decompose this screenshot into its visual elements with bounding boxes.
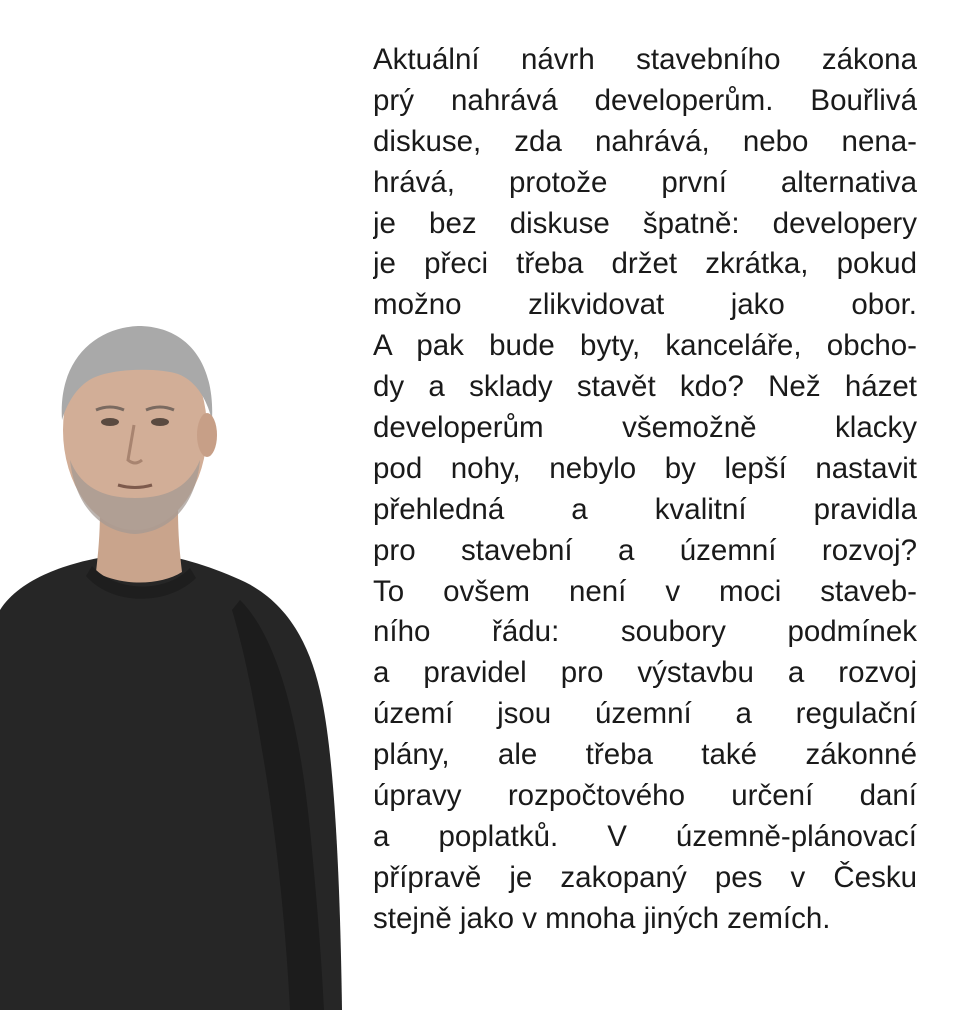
text-line: přehledná a kvalitní pravidla bbox=[373, 492, 917, 526]
text-line: a poplatků. V územně-plánovací bbox=[373, 819, 917, 853]
text-line: pod nohy, nebylo by lepší nastavit bbox=[373, 451, 917, 485]
text-line: možno zlikvidovat jako obor. bbox=[373, 288, 917, 322]
text-line: plány, ale třeba také zákonné bbox=[373, 738, 917, 772]
text-line: přípravě je zakopaný pes v Česku bbox=[373, 860, 917, 894]
text-line: území jsou územní a regulační bbox=[373, 697, 917, 731]
text-line: úpravy rozpočtového určení daní bbox=[373, 779, 917, 813]
text-line: pro stavební a územní rozvoj? bbox=[373, 533, 917, 567]
text-line: Aktuální návrh stavebního zákona bbox=[373, 43, 917, 76]
text-line: diskuse, zda nahrává, nebo nena- bbox=[373, 124, 917, 158]
text-line: A pak bude byty, kanceláře, obcho- bbox=[373, 329, 917, 363]
portrait-photo bbox=[0, 310, 350, 1010]
text-line: je přeci třeba držet zkrátka, pokud bbox=[373, 247, 917, 281]
text-line: dy a sklady stavět kdo? Než házet bbox=[373, 370, 917, 404]
text-line: je bez diskuse špatně: developery bbox=[373, 206, 917, 240]
text-line: To ovšem není v moci staveb- bbox=[373, 574, 917, 608]
text-line: developerům všemožně klacky bbox=[373, 411, 917, 445]
text-line: prý nahrává developerům. Bouřlivá bbox=[373, 83, 917, 117]
text-line: a pravidel pro výstavbu a rozvoj bbox=[373, 656, 917, 690]
article-text bbox=[373, 40, 917, 940]
text-line: hrává, protože první alternativa bbox=[373, 165, 917, 199]
text-line: ního řádu: soubory podmínek bbox=[373, 615, 917, 649]
text-line: stejně jako v mnoha jiných zemích. bbox=[373, 901, 831, 935]
